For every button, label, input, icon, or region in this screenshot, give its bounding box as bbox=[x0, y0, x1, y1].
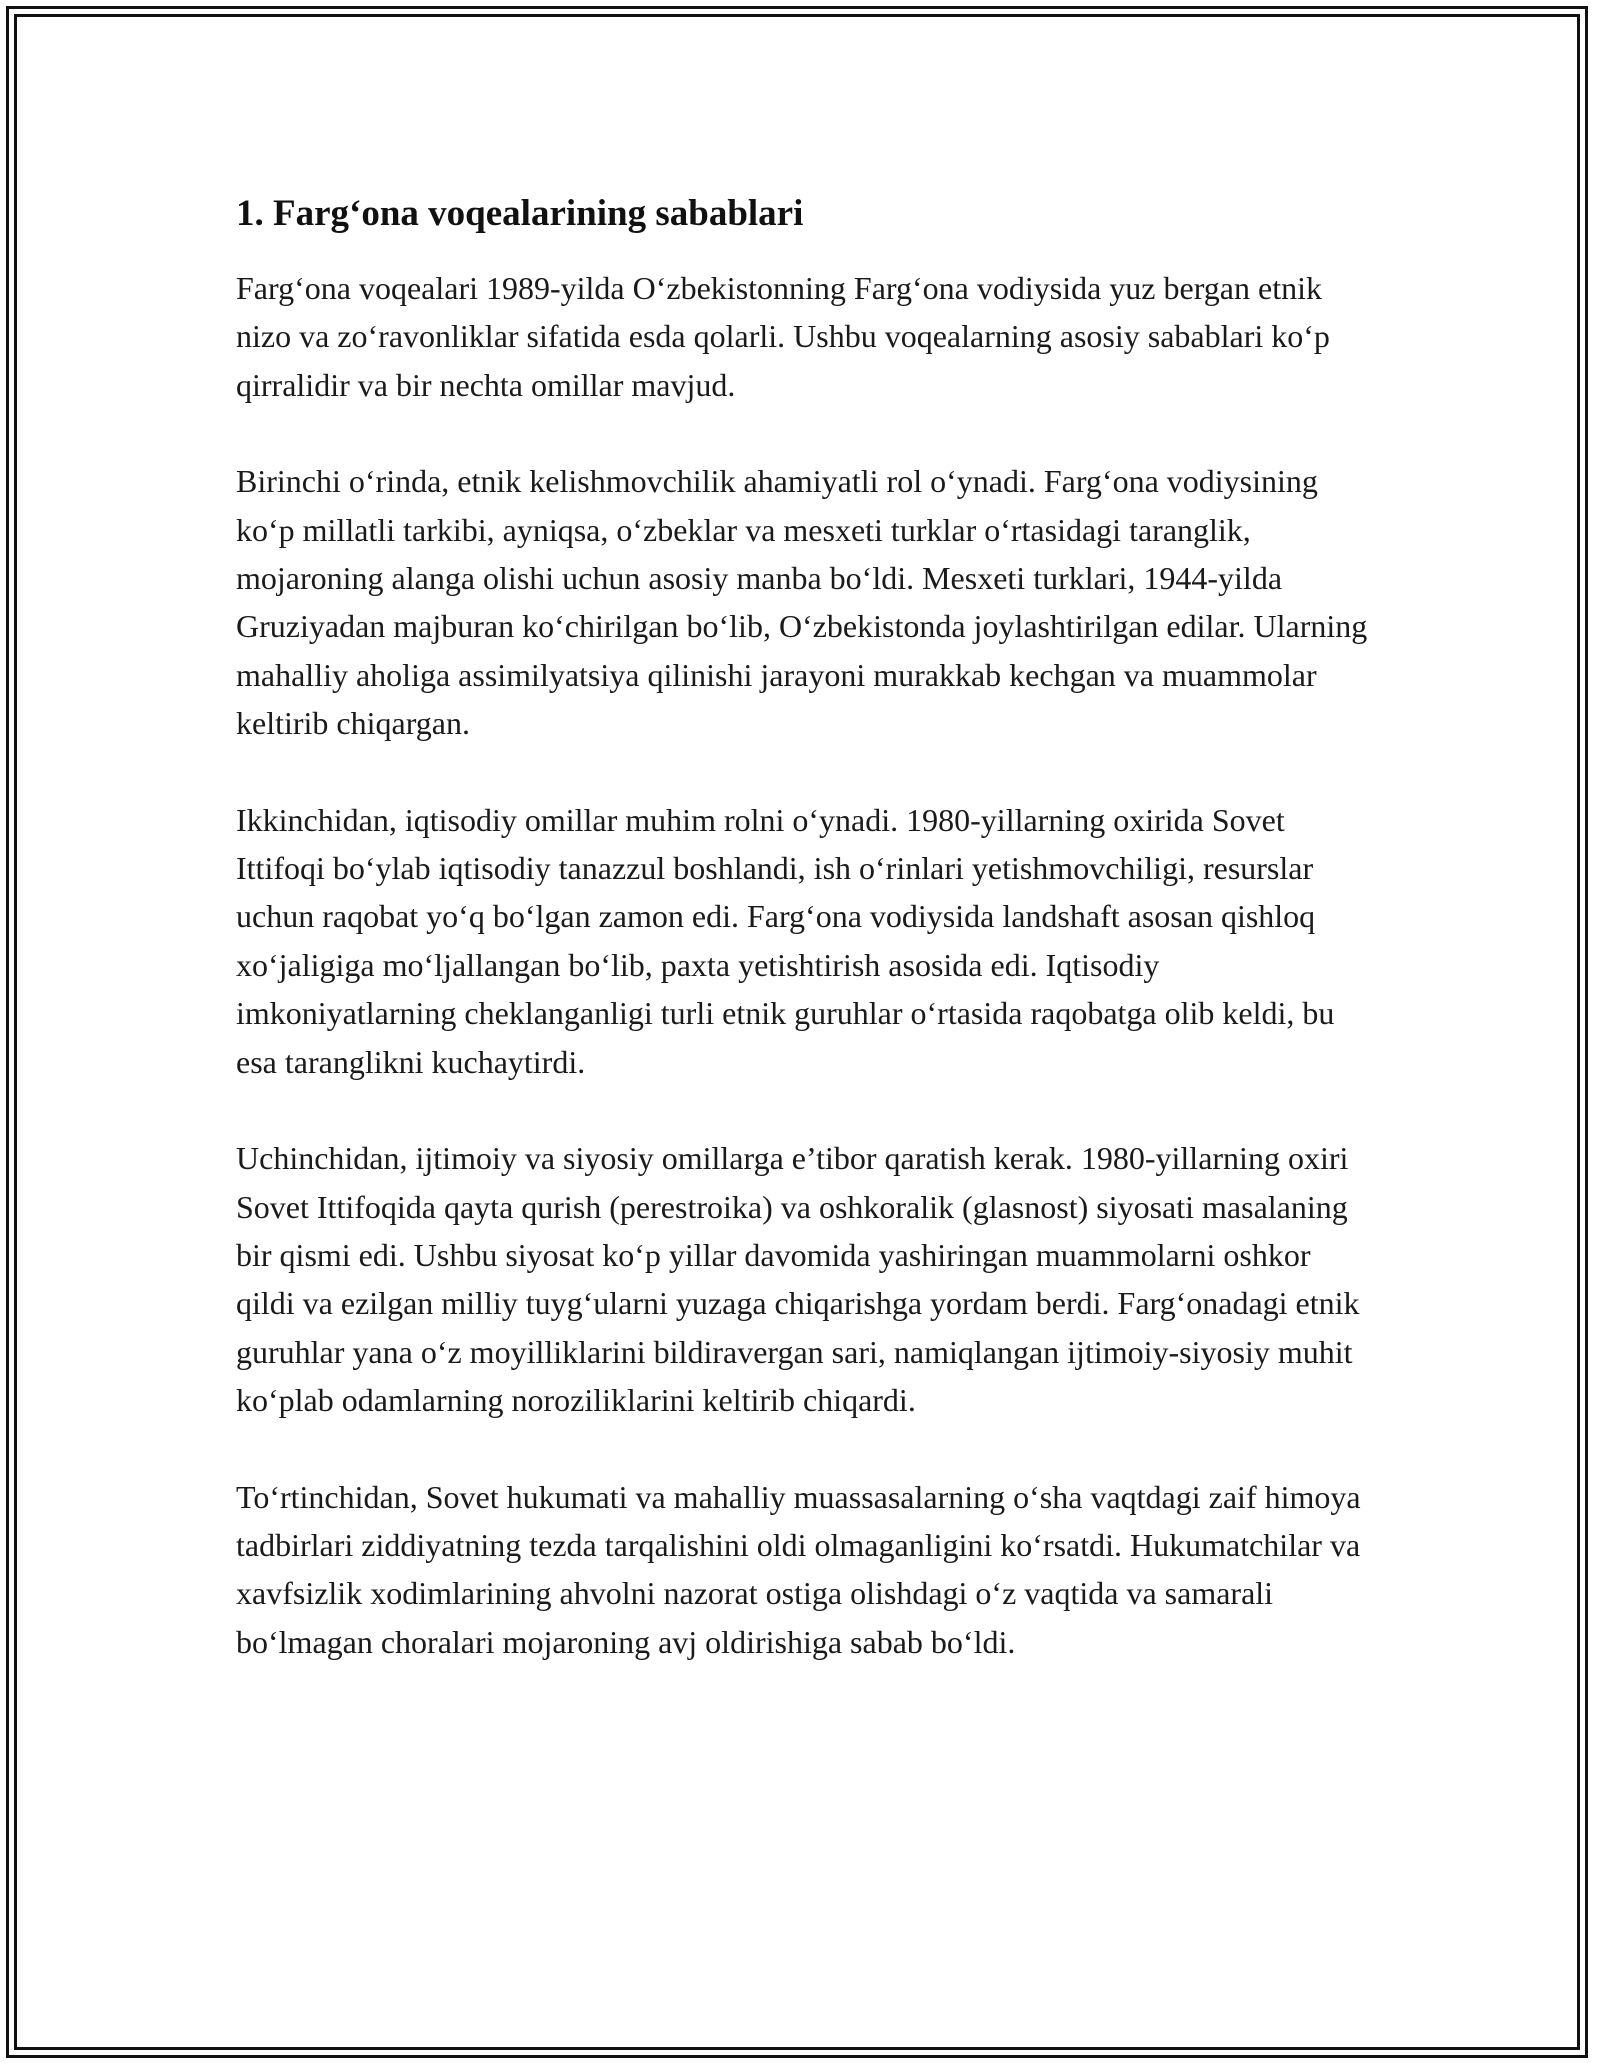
document-body bbox=[236, 190, 1376, 1714]
paragraph-ethnic-factors: Birinchi o‘rinda, etnik kelishmovchilik ahamiyatli rol o‘ynadi. Farg‘ona vodiysining ko‘p millatli tarkibi, ayniqsa, o‘zbeklar va mesxeti turklar o‘rtasidagi taranglik, mojaroning alanga olishi uchun asosiy manba bo‘ldi. Mesxeti turklari, 1944-yilda Gruziyadan majburan ko‘chirilgan bo‘lib, O‘zbekistonda joylashtirilgan edilar. Ularning mahalliy aholiga assimilyatsiya qilinishi jarayoni murakkab kechgan va muammolar keltirib chiqargan. bbox=[236, 463, 1368, 742]
paragraph-government-response: To‘rtinchidan, Sovet hukumati va mahalliy muassasalarning o‘sha vaqtdagi zaif himoya tadbirlari ziddiyatning tezda tarqalishini oldi olmaganligini ko‘rsatdi. Hukumatchilar va xavfsizlik xodimlarining ahvolni nazorat ostiga olishdagi o‘z vaqtida va samarali bo‘lmagan choralari mojaroning avj oldirishiga sabab bo‘ldi. bbox=[236, 1478, 1361, 1660]
section-heading: 1. Farg‘ona voqealarining sabablari bbox=[236, 193, 804, 234]
paragraph-economic-factors: Ikkinchidan, iqtisodiy omillar muhim rolni o‘ynadi. 1980-yillarning oxirida Sovet Ittifoqi bo‘ylab iqtisodiy tanazzul boshlandi, ish o‘rinlari yetishmovchiligi, resurslar uchun raqobat yo‘q bo‘lgan zamon edi. Farg‘ona vodiysida landshaft asosan qishloq xo‘jaligiga mo‘ljallangan bo‘lib, paxta yetishtirish asosida edi. Iqtisodiy imkoniyatlarning cheklanganligi turli etnik guruhlar o‘rtasida raqobatga olib keldi, bu esa taranglikni kuchaytirdi. bbox=[236, 801, 1335, 1080]
paragraph-intro: Farg‘ona voqealari 1989-yilda O‘zbekistonning Farg‘ona vodiysida yuz bergan etnik nizo va zo‘ravonliklar sifatida esda qolarli. Ushbu voqealarning asosiy sabablari ko‘p qirralidir va bir nechta omillar mavjud. bbox=[236, 270, 1330, 403]
paragraph-social-political-factors: Uchinchidan, ijtimoiy va siyosiy omillarga e’tibor qaratish kerak. 1980-yillarning oxiri Sovet Ittifoqida qayta qurish (perestroika) va oshkoralik (glasnost) siyosati masalaning bir qismi edi. Ushbu siyosat ko‘p yillar davomida yashiringan muammolarni oshkor qildi va ezilgan milliy tuyg‘ularni yuzaga chiqarishga yordam berdi. Farg‘onadagi etnik guruhlar yana o‘z moyilliklarini bildiravergan sari, namiqlangan ijtimoiy-siyosiy muhit ko‘plab odamlarning noroziliklarini keltirib chiqardi. bbox=[236, 1140, 1360, 1419]
